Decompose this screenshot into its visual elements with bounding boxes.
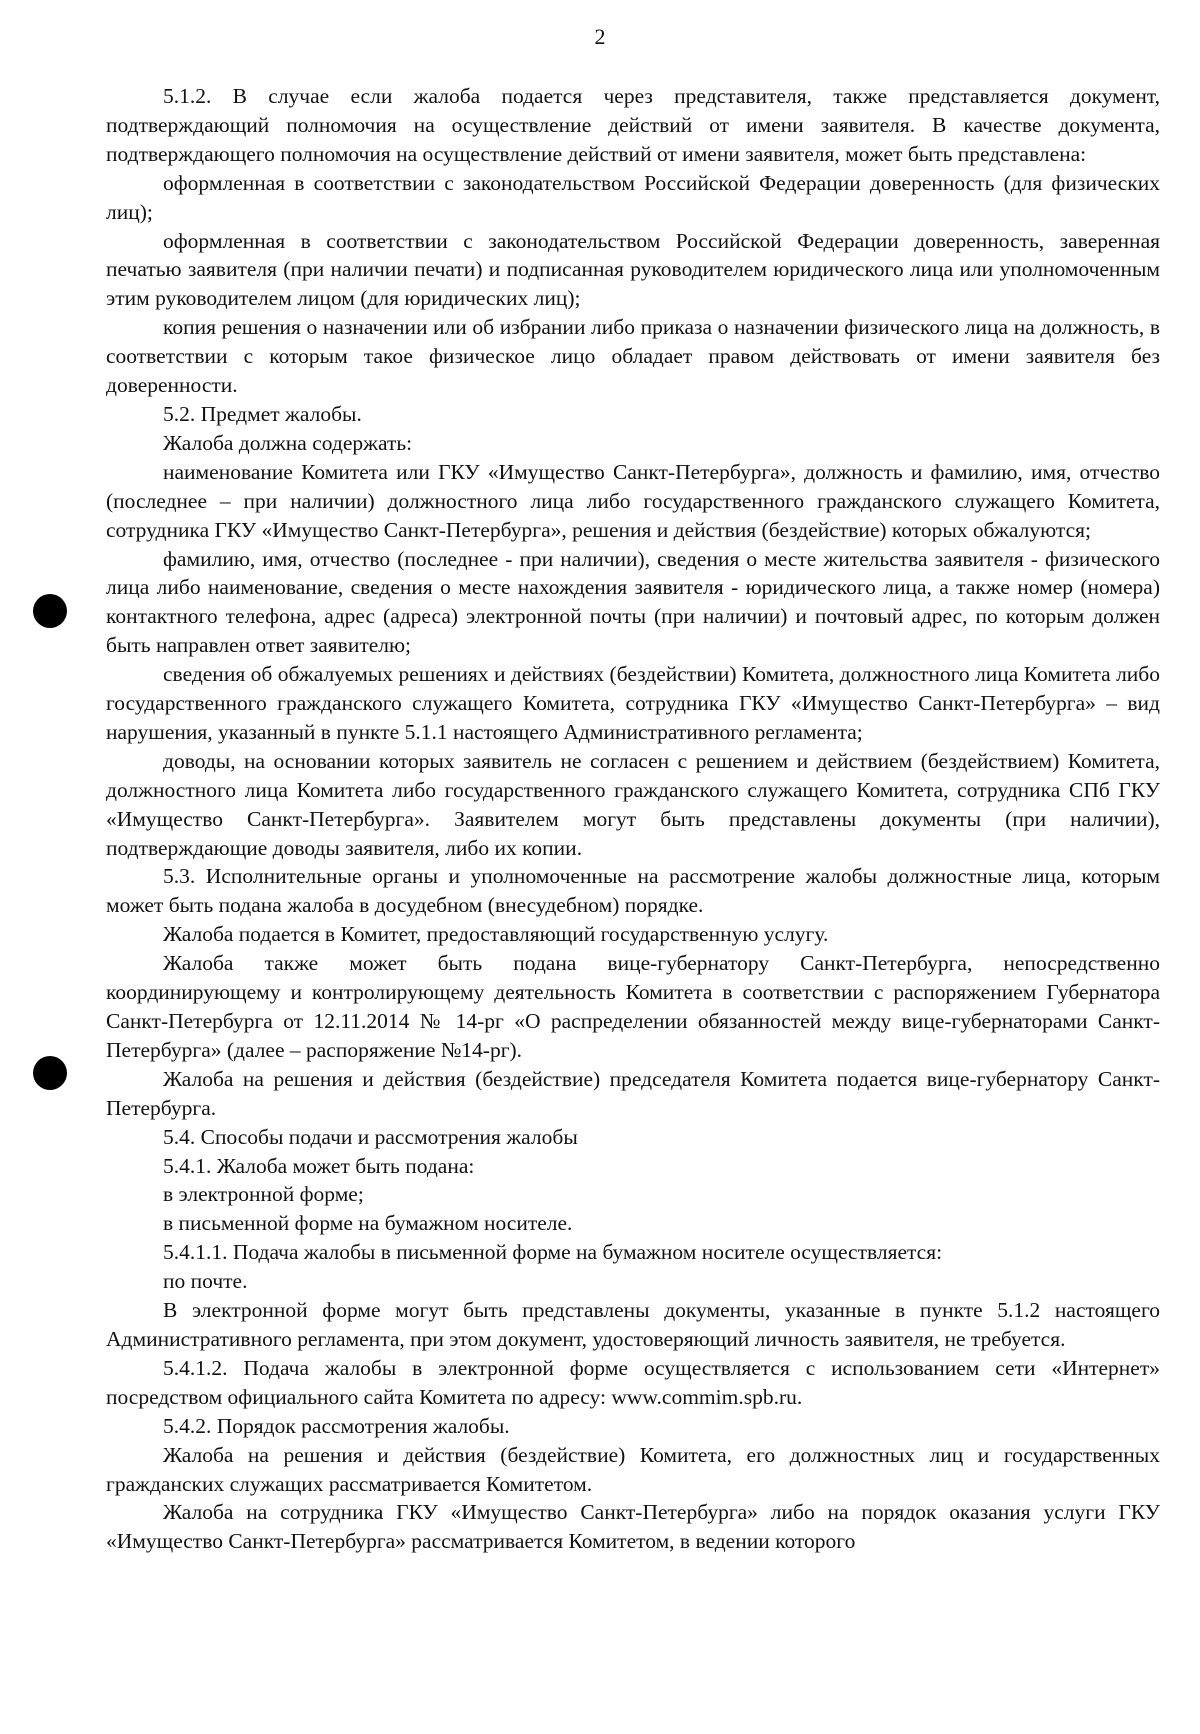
paragraph-electronic-form: в электронной форме;	[163, 1182, 364, 1207]
heading-5-3: 5.3. Исполнительные органы и уполномоченные на рассмотрение жалобы должностные лица, которым может быть подана жалоба в досудебном (внесудебном) порядке.	[106, 864, 1160, 918]
paragraph-paper-form: в письменной форме на бумажном носителе.	[163, 1211, 573, 1236]
paragraph-complaint-to-vice-governor: Жалоба также может быть подана вице-губернатору Санкт-Петербурга, непосредственно координирующему и контролирующему деятельность Комитета в соответствии с распоряжением Губернатора Санкт-Петербурга от 12.11.2014 № 14-рг «О распределении обязанностей между вице-губернаторами Санкт-Петербурга» (далее – распоряжение №14-рг).	[106, 951, 1160, 1062]
page-number: 2	[594, 24, 606, 49]
paragraph-appointment-decision-copy: копия решения о назначении или об избрании либо приказа о назначении физического лица на должность, в соответствии с которым такое физическое лицо обладает правом действовать от имени заявителя без доверенности.	[106, 315, 1160, 398]
paragraph-complaint-to-committee: Жалоба подается в Комитет, предоставляющий государственную услугу.	[163, 922, 829, 947]
document-body	[106, 82, 1160, 1556]
paragraph-complaint-on-chairman: Жалоба на решения и действия (бездействие) председателя Комитета подается вице-губернатору Санкт-Петербурга.	[106, 1066, 1160, 1120]
heading-5-4-2: 5.4.2. Порядок рассмотрения жалобы.	[163, 1413, 510, 1438]
paragraph-electronic-documents: В электронной форме могут быть представлены документы, указанные в пункте 5.1.2 настоящего Административного регламента, при этом документ, удостоверяющий личность заявителя, не требуется.	[106, 1298, 1160, 1351]
paragraph-by-mail: по почте.	[163, 1269, 248, 1294]
paragraph-complaint-item-name: наименование Комитета или ГКУ «Имущество Санкт-Петербурга», должность и фамилию, имя, отчество (последнее – при наличии) должностного лица либо государственного гражданского служащего Комитета, сотрудника ГКУ «Имущество Санкт-Петербурга», решения и действия (бездействие) которых обжалуются;	[106, 459, 1160, 542]
paragraph-complaint-item-decisions: сведения об обжалуемых решениях и действиях (бездействии) Комитета, должностного лица Комитета либо государственного гражданского служащего Комитета, сотрудника ГКУ «Имущество Санкт-Петербурга» – вид нарушения, указанный в пункте 5.1.1 настоящего Административного регламента;	[106, 662, 1160, 744]
punch-hole-mark	[33, 1056, 67, 1090]
paragraph-power-of-attorney-legal-entities: оформленная в соответствии с законодательством Российской Федерации доверенность, заверенная печатью заявителя (при наличии печати) и подписанная руководителем юридического лица или уполномоченным этим руководителем лицом (для юридических лиц);	[106, 228, 1160, 311]
heading-5-2: 5.2. Предмет жалобы.	[163, 401, 362, 426]
paragraph-power-of-attorney-individuals: оформленная в соответствии с законодательством Российской Федерации доверенность (для физических лиц);	[106, 170, 1160, 224]
paragraph-gku-employee-complaint: Жалоба на сотрудника ГКУ «Имущество Санкт-Петербурга» либо на порядок оказания услуги ГКУ «Имущество Санкт-Петербурга» рассматривается Комитетом, в ведении которого	[106, 1500, 1160, 1554]
punch-hole-mark	[33, 594, 67, 628]
paragraph-complaint-must-contain: Жалоба должна содержать:	[163, 430, 413, 455]
paragraph-complaint-item-arguments: доводы, на основании которых заявитель не согласен с решением и действием (бездействием) Комитета, должностного лица Комитета либо государственного гражданского служащего Комитета, сотрудника СПб ГКУ «Имущество Санкт-Петербурга». Заявителем могут быть представлены документы (при наличии), подтверждающие доводы заявителя, либо их копии.	[106, 748, 1160, 860]
paragraph-committee-review: Жалоба на решения и действия (бездействие) Комитета, его должностных лиц и государственных гражданских служащих рассматривается Комитетом.	[106, 1442, 1160, 1496]
heading-5-4-1-1: 5.4.1.1. Подача жалобы в письменной форме на бумажном носителе осуществляется:	[163, 1240, 943, 1265]
heading-5-4-1-2: 5.4.1.2. Подача жалобы в электронной форме осуществляется с использованием сети «Интернет» посредством официального сайта Комитета по адресу: www.commim.spb.ru.	[106, 1355, 1160, 1409]
heading-5-4-1: 5.4.1. Жалоба может быть подана:	[163, 1153, 475, 1178]
paragraph-complaint-item-applicant: фамилию, имя, отчество (последнее - при наличии), сведения о месте жительства заявителя - физического лица либо наименование, сведения о месте нахождения заявителя - юридического лица, а также номер (номера) контактного телефона, адрес (адреса) электронной почты (при наличии) и почтовый адрес, по которым должен быть направлен ответ заявителю;	[106, 546, 1160, 658]
heading-5-4: 5.4. Способы подачи и рассмотрения жалобы	[163, 1124, 578, 1149]
paragraph-5-1-2: 5.1.2. В случае если жалоба подается через представителя, также представляется документ, подтверждающий полномочия на осуществление действий от имени заявителя. В качестве документа, подтверждающего полномочия на осуществление действий от имени заявителя, может быть представлена:	[106, 84, 1160, 166]
